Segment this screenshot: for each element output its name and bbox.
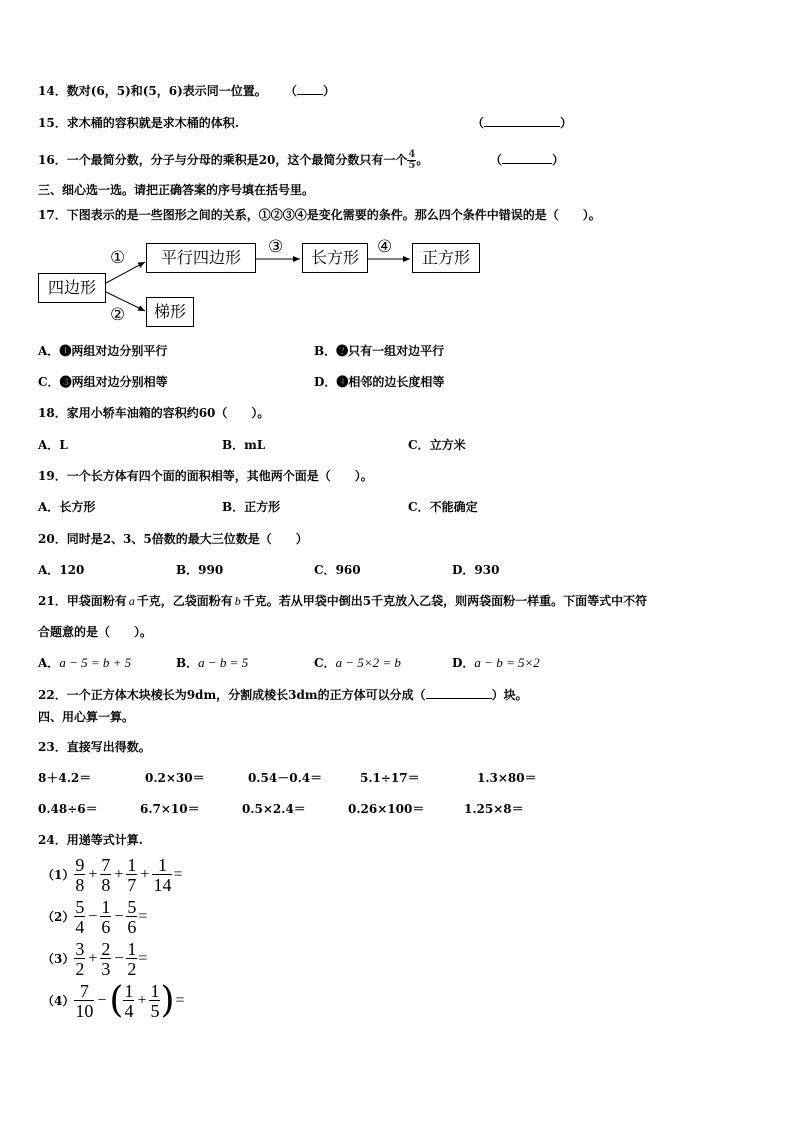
operator: +	[140, 866, 150, 883]
operator: −	[114, 908, 124, 925]
operator: −	[114, 950, 124, 967]
variable-b: b	[234, 594, 241, 608]
section-4-heading: 四、用心算一算。	[38, 710, 135, 724]
q17-option-a[interactable]	[38, 343, 167, 359]
option-text: ❸两组对边分别相等	[59, 375, 168, 389]
calc-item: 0.54－0.4＝	[248, 771, 323, 785]
denominator: 14	[153, 875, 172, 895]
option-text: 120	[59, 563, 85, 577]
option-text: 立方米	[429, 438, 466, 452]
operator: +	[114, 866, 124, 883]
question-21-line-2: 合题意的是（ ）。	[38, 625, 153, 639]
question-18-text: 18．家用小轿车油箱的容积约60（ ）。	[38, 406, 270, 420]
question-24-text: 24．用递等式计算.	[38, 833, 143, 847]
numerator: 1	[127, 855, 137, 875]
fraction-numerator: 4	[408, 149, 416, 160]
fraction	[74, 940, 85, 978]
q19-option-a[interactable]	[38, 499, 95, 515]
condition-4-label: ④	[377, 237, 393, 257]
numerator: 5	[127, 897, 137, 917]
box-parallelogram: 平行四边形	[146, 243, 256, 273]
q18-option-c[interactable]	[408, 437, 466, 453]
fraction	[100, 856, 111, 894]
variable-a: a	[128, 594, 135, 608]
expression-label: （3）	[42, 952, 75, 966]
calc-item: 6.7×10＝	[140, 802, 200, 816]
option-text: 930	[474, 563, 500, 577]
q20-option-a[interactable]	[38, 562, 84, 578]
denominator: 10	[75, 1001, 94, 1021]
question-20-text: 20．同时是2、3、5倍数的最大三位数是（ ）	[38, 532, 308, 546]
calc-item: 1.25×8＝	[464, 802, 524, 816]
option-label: B．	[176, 656, 199, 670]
option-text: ❹相邻的边长度相等	[336, 375, 445, 389]
condition-3-label: ③	[268, 237, 284, 257]
calc-item: 5.1÷17＝	[360, 771, 420, 785]
option-text: mL	[244, 438, 266, 452]
denominator: 4	[75, 917, 85, 937]
option-label: A．	[38, 656, 60, 670]
equals-sign: =	[138, 950, 148, 967]
option-text: 960	[335, 563, 361, 577]
fraction	[149, 982, 160, 1020]
calc-item: 1.3×80＝	[477, 771, 537, 785]
denominator: 8	[75, 875, 85, 895]
numerator: 7	[101, 855, 111, 875]
question-16-text: 16．一个最简分数，分子与分母的乘积是20，这个最简分数只有一个	[38, 153, 408, 167]
option-text: 长方形	[59, 500, 96, 514]
q21-option-a[interactable]	[38, 655, 131, 671]
option-label: B．	[314, 344, 337, 358]
denominator: 2	[75, 959, 85, 979]
punctuation: 。	[416, 153, 429, 167]
q17-option-b[interactable]	[314, 343, 444, 359]
denominator: 6	[101, 917, 111, 937]
fraction	[152, 856, 172, 894]
expression-label: （2）	[42, 910, 75, 924]
question-23-text: 23．直接写出得数。	[38, 740, 151, 754]
denominator: 8	[101, 875, 111, 895]
numerator: 1	[124, 981, 134, 1001]
option-text: L	[59, 438, 68, 452]
option-label: C．	[314, 656, 336, 670]
option-label: C．	[408, 438, 430, 452]
calc-item: 8＋4.2＝	[38, 771, 92, 785]
numerator: 7	[79, 981, 89, 1001]
operator: −	[88, 908, 98, 925]
option-label: A．	[38, 344, 60, 358]
question-15-text: 15．求木桶的容积就是求木桶的体积.	[38, 116, 239, 130]
q17-option-c[interactable]	[38, 374, 168, 390]
equals-sign: =	[138, 908, 148, 925]
expression-2	[42, 898, 148, 936]
fraction	[74, 856, 85, 894]
option-label: B．	[176, 563, 199, 577]
question-21-text-b: 千克，乙袋面粉有	[136, 594, 233, 608]
q20-option-c[interactable]	[314, 562, 361, 578]
right-parenthesis: )	[160, 980, 175, 1021]
operator: +	[88, 950, 98, 967]
numerator: 9	[75, 855, 85, 875]
denominator: 3	[101, 959, 111, 979]
operator: −	[97, 992, 107, 1009]
fraction	[74, 982, 94, 1020]
option-text: ❶两组对边分别平行	[59, 344, 168, 358]
numerator: 1	[101, 897, 111, 917]
denominator: 6	[127, 917, 137, 937]
question-19-text: 19．一个长方体有四个面的面积相等，其他两个面是（ ）。	[38, 469, 373, 483]
option-label: A．	[38, 438, 60, 452]
option-label: B．	[222, 500, 245, 514]
box-rectangle: 长方形	[302, 243, 368, 273]
answer-blank[interactable]	[426, 687, 492, 699]
option-label: C．	[408, 500, 430, 514]
expression-1	[42, 856, 183, 894]
fraction	[100, 940, 111, 978]
condition-1-label: ①	[110, 248, 126, 268]
question-21-text-c: 千克。若从甲袋中倒出5千克放入乙袋，则两袋面粉一样重。下面等式中不符	[242, 594, 648, 608]
fraction	[123, 982, 134, 1020]
numerator: 2	[101, 939, 111, 959]
denominator: 2	[127, 959, 137, 979]
q18-option-a[interactable]	[38, 437, 68, 453]
equals-sign: =	[175, 992, 185, 1009]
option-label: D．	[452, 656, 475, 670]
box-square: 正方形	[412, 243, 480, 273]
numerator: 3	[75, 939, 85, 959]
numerator: 1	[157, 855, 167, 875]
answer-paren-close: ）	[560, 116, 573, 130]
q19-option-b[interactable]	[222, 499, 280, 515]
operator: +	[88, 866, 98, 883]
numerator: 1	[127, 939, 137, 959]
q20-option-d[interactable]	[452, 562, 499, 578]
denominator: 4	[124, 1001, 134, 1021]
operator: +	[137, 992, 147, 1009]
fraction	[74, 898, 85, 936]
fraction-denominator: 5	[408, 160, 416, 171]
fraction	[126, 940, 137, 978]
box-quadrilateral: 四边形	[38, 273, 106, 303]
answer-paren-close: ）	[552, 153, 565, 167]
equals-sign: =	[173, 866, 183, 883]
question-21-text-a: 21．甲袋面粉有	[38, 594, 127, 608]
option-text: a − 5 = b + 5	[59, 655, 132, 670]
q18-option-b[interactable]	[222, 437, 265, 453]
q19-option-c[interactable]	[408, 499, 478, 515]
answer-paren-open: （	[490, 153, 503, 167]
left-parenthesis: (	[109, 980, 124, 1021]
numerator: 1	[150, 981, 160, 1001]
question-14-text: 14．数对(6，5)和(5，6)表示同一位置。	[38, 84, 267, 98]
question-22	[38, 687, 528, 703]
fraction	[126, 856, 137, 894]
option-label: C．	[38, 375, 60, 389]
expression-4	[42, 982, 186, 1020]
option-text: ❷只有一组对边平行	[336, 344, 445, 358]
expression-label: （4）	[42, 994, 75, 1008]
option-label: D．	[452, 563, 475, 577]
question-22-text: 22．一个正方体木块棱长为9dm，分割成棱长3dm的正方体可以分成（	[38, 688, 426, 702]
fraction	[100, 898, 111, 936]
numerator: 5	[75, 897, 85, 917]
diagram-arrows	[0, 0, 794, 340]
calc-item: 0.48÷6＝	[38, 802, 98, 816]
option-label: C．	[314, 563, 336, 577]
option-text: 990	[198, 563, 224, 577]
option-text: a − b = 5	[198, 655, 249, 670]
q21-option-c[interactable]	[314, 655, 401, 671]
calc-item: 0.5×2.4＝	[242, 802, 306, 816]
expression-3	[42, 940, 148, 978]
question-22-suffix: ）块。	[491, 688, 528, 702]
option-text: a − b = 5×2	[474, 655, 540, 670]
q17-option-d[interactable]	[314, 374, 444, 390]
option-label: B．	[222, 438, 245, 452]
calc-item: 0.26×100＝	[348, 802, 425, 816]
option-text: a − 5×2 = b	[335, 655, 401, 670]
question-21-line-1	[38, 593, 647, 609]
box-trapezoid: 梯形	[146, 297, 194, 327]
option-text: 不能确定	[429, 500, 478, 514]
q21-option-d[interactable]	[452, 655, 540, 671]
calc-item: 0.2×30＝	[145, 771, 205, 785]
option-text: 正方形	[244, 500, 281, 514]
answer-paren-close: ）	[323, 84, 336, 98]
fraction	[126, 898, 137, 936]
answer-paren-open: （	[285, 84, 298, 98]
section-3-heading: 三、细心选一选。请把正确答案的序号填在括号里。	[38, 183, 315, 197]
q21-option-b[interactable]	[176, 655, 248, 671]
option-label: A．	[38, 563, 60, 577]
option-label: D．	[314, 375, 337, 389]
option-label: A．	[38, 500, 60, 514]
answer-paren-open: （	[472, 116, 485, 130]
condition-2-label: ②	[110, 305, 126, 325]
question-17-text: 17．下图表示的是一些图形之间的关系，①②③④是变化需要的条件。那么四个条件中错误的是（ ）。	[38, 208, 601, 222]
denominator: 7	[127, 875, 137, 895]
expression-label: （1）	[42, 868, 75, 882]
denominator: 5	[150, 1001, 160, 1021]
q20-option-b[interactable]	[176, 562, 223, 578]
